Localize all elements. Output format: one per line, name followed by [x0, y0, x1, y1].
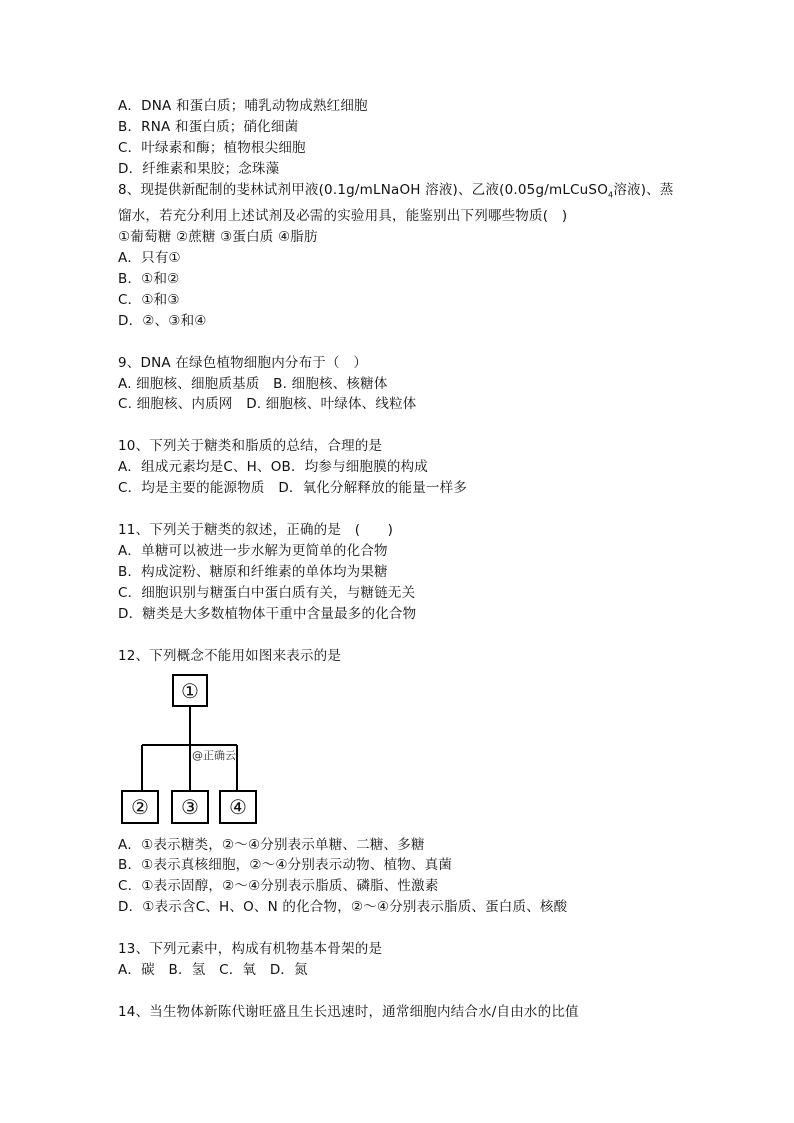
- q8-stem-part2: 溶液)、蒸: [613, 181, 674, 198]
- q12-option-d: D．①表示含C、H、O、N 的化合物，②～④分别表示脂质、蛋白质、核酸: [118, 899, 568, 916]
- q7-option-c: C．叶绿素和酶；植物根尖细胞: [118, 139, 306, 156]
- child-box-3-label: ④: [229, 794, 247, 819]
- spacer: [118, 499, 678, 520]
- q7-option-d: D．纤维素和果胶；念珠藻: [118, 160, 280, 177]
- spacer: [118, 625, 678, 646]
- q13-options: A．碳 B．氢 C．氧 D．氮: [118, 962, 308, 979]
- q8-stem-part1: 8、现提供新配制的斐林试剂甲液(0.1g/mLNaOH 溶液)、乙液(0.05g/mLCuSO: [118, 181, 609, 198]
- q11-option-d: D．糖类是大多数植物体干重中含量最多的化合物: [118, 605, 417, 622]
- q7-option-a: A．DNA 和蛋白质；哺乳动物成熟红细胞: [118, 98, 368, 114]
- q9-options-line2: C. 细胞核、内质网 D. 细胞核、叶绿体、线粒体: [118, 396, 417, 413]
- q8-option-c: C．①和③: [118, 291, 180, 308]
- q14-stem: 14、当生物体新陈代谢旺盛且生长迅速时，通常细胞内结合水/自由水的比值: [118, 1003, 579, 1020]
- q11-option-b: B．构成淀粉、糖原和纤维素的单体均为果糖: [118, 563, 388, 580]
- spacer: [118, 332, 678, 353]
- q10-stem: 10、下列关于糖类和脂质的总结，合理的是: [118, 438, 383, 455]
- q10-options-line1: A．组成元素均是C、H、OB．均参与细胞膜的构成: [118, 459, 428, 476]
- exam-page: [118, 96, 678, 1023]
- q9-stem: 9、DNA 在绿色植物细胞内分布于（ ）: [118, 354, 368, 371]
- q11-stem: 11、下列关于糖类的叙述，正确的是 ( ): [118, 522, 394, 539]
- q8-option-b: B．①和②: [118, 270, 180, 287]
- q8-option-d: D．②、③和④: [118, 312, 207, 329]
- q7-option-b: B．RNA 和蛋白质；硝化细菌: [118, 118, 299, 135]
- q8-stem-line1: [118, 180, 678, 207]
- watermark-text: @正确云: [192, 748, 236, 762]
- spacer: [118, 415, 678, 436]
- child-box-1-label: ②: [131, 794, 149, 819]
- q12-option-c: C．①表示固醇，②～④分别表示脂质、磷脂、性激素: [118, 878, 439, 895]
- spacer: [118, 918, 678, 939]
- spacer: [118, 981, 678, 1002]
- top-box-label: ①: [181, 678, 199, 703]
- q8-items: ①葡萄糖 ②蔗糖 ③蛋白质 ④脂肪: [118, 229, 318, 246]
- q11-option-c: C．细胞识别与糖蛋白中蛋白质有关，与糖链无关: [118, 584, 416, 601]
- q9-options-line1: A. 细胞核、细胞质基质 B. 细胞核、核糖体: [118, 375, 388, 392]
- q12-stem: 12、下列概念不能用如图来表示的是: [118, 647, 342, 664]
- q12-option-b: B．①表示真核细胞，②～④分别表示动物、植物、真菌: [118, 857, 453, 874]
- q10-options-line2: C．均是主要的能源物质 D．氧化分解释放的能量一样多: [118, 480, 468, 497]
- concept-tree-diagram: [118, 673, 318, 833]
- q11-option-a: A．单糖可以被进一步水解为更简单的化合物: [118, 543, 388, 559]
- q8-stem-subscript: 4: [608, 190, 614, 200]
- q13-stem: 13、下列元素中，构成有机物基本骨架的是: [118, 941, 383, 958]
- q8-stem-line2: 馏水，若充分利用上述试剂及必需的实验用具，能鉴别出下列哪些物质( ): [118, 208, 568, 225]
- q12-option-a: A．①表示糖类，②～④分别表示单糖、二糖、多糖: [118, 836, 425, 853]
- child-box-2-label: ③: [181, 794, 199, 819]
- q8-option-a: A．只有①: [118, 250, 181, 267]
